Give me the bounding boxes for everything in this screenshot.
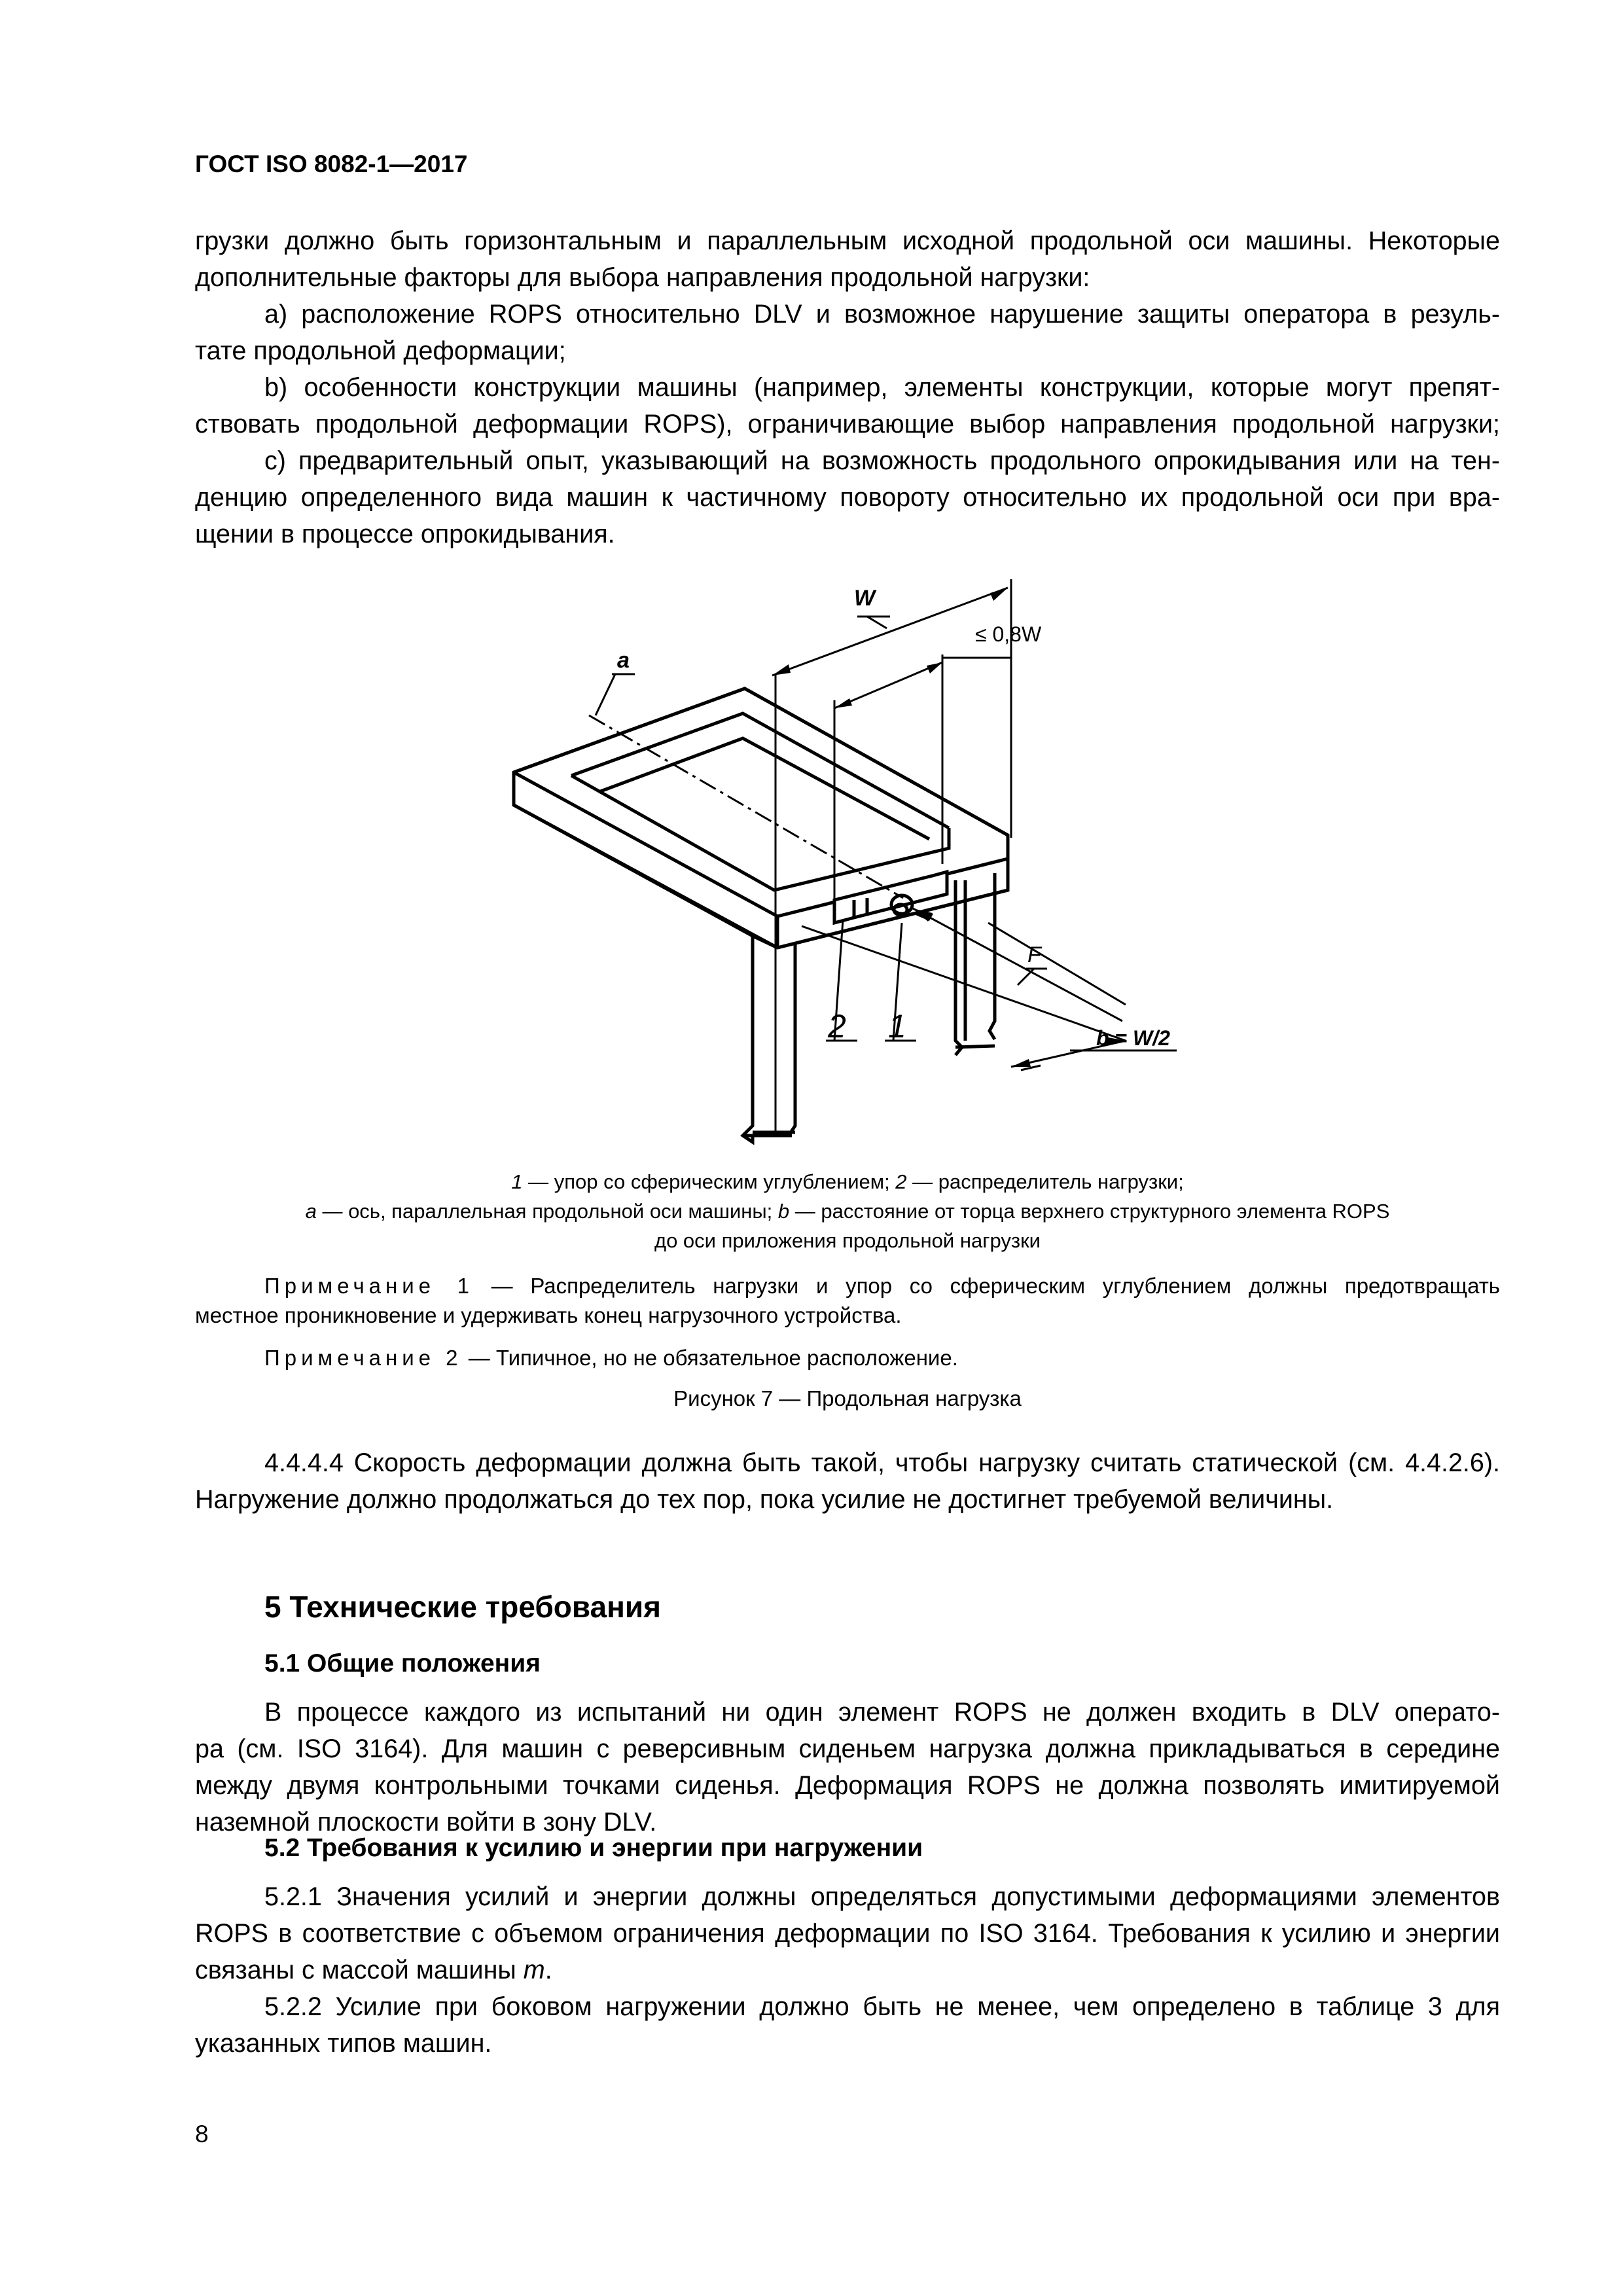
label-2: 2 (828, 1008, 846, 1045)
text-line: В процессе каждого из испытаний ни один элемент ROPS не должен входить в DLV операто- (264, 1698, 1500, 1727)
label-f: F (1027, 942, 1041, 967)
legend-text: — упор со сферическим углублением; (522, 1170, 896, 1193)
section-5-title: 5 Технические требования (264, 1590, 661, 1624)
legend-key-b: b (777, 1200, 790, 1223)
legend-text: — распределитель нагрузки; (906, 1170, 1184, 1193)
list-item-c-line1: с) предварительный опыт, указывающий на возможность продольного опрокидывания или на тен- (264, 446, 1500, 475)
legend-key-2: 2 (895, 1170, 907, 1193)
text-line: ра (см. ISO 3164). Для машин с реверсивным сиденьем нагрузка должна прикладываться в середине (195, 1734, 1500, 1763)
list-item-c-line3: щении в процессе опрокидывания. (195, 520, 615, 548)
legend-key-a: a (305, 1200, 317, 1223)
text-line: 5.2.1 Значения усилий и энергии должны определяться допустимыми деформациями элементов (264, 1882, 1500, 1911)
note-text-line2: местное проникновение и удерживать конец нагрузочного устройства. (195, 1303, 902, 1327)
legend-line-2 (195, 1196, 1500, 1226)
symbol-m: m (523, 1956, 545, 1984)
note-text: — Распределитель нагрузки и упор со сферическим углублением должны предотвращать (474, 1274, 1501, 1298)
list-item-a-line1: а) расположение ROPS относительно DLV и возможное нарушение защиты оператора в резуль- (264, 300, 1500, 329)
section-5-1-title: 5.1 Общие положения (264, 1649, 541, 1677)
label-a: a (617, 648, 630, 673)
paragraph-4-4-4-4 (195, 1444, 1500, 1518)
list-item-a-line2: тате продольной деформации; (195, 336, 566, 365)
note-label: Примечание 1 (264, 1274, 474, 1298)
text-line: ROPS в соответствие с объемом ограничения деформации по ISO 3164. Требования к усилию и энергии (195, 1919, 1500, 1948)
paragraph-5-2-2-line1: 5.2.2 Усилие при боковом нагружении должно быть не менее, чем определено в таблице 3 для (264, 1992, 1500, 2021)
figure-title: Рисунок 7 — Продольная нагрузка (673, 1386, 1022, 1410)
legend-line-3: до оси приложения продольной нагрузки (654, 1229, 1041, 1252)
text-fragment: . (544, 1956, 552, 1984)
text-line: дополнительные факторы для выбора направления продольной нагрузки: (195, 263, 1090, 292)
document-code: ГОСТ ISO 8082-1—2017 (195, 151, 468, 177)
note-label: Примечание 2 (264, 1346, 463, 1370)
text-line: наземной плоскости войти в зону DLV. (195, 1808, 657, 1837)
legend-text: — расстояние от торца верхнего структурного элемента ROPS (789, 1200, 1390, 1223)
legend-line-1 (195, 1167, 1500, 1196)
figure-note-1 (195, 1271, 1500, 1330)
list-item-b-line1: b) особенности конструкции машины (например, элементы конструкции, которые могут препят- (264, 373, 1500, 402)
label-1: 1 (888, 1008, 906, 1045)
figure-note-2 (195, 1343, 1500, 1372)
label-b: b = W/2 (1096, 1026, 1170, 1050)
paragraph-5-2-2-line2: указанных типов машин. (195, 2029, 492, 2058)
page-number: 8 (195, 2121, 209, 2147)
note-text: — Типичное, но не обязательное расположение. (462, 1346, 958, 1370)
paragraph-5-2-1 (195, 1878, 1500, 2062)
label-w08: ≤ 0,8W (975, 622, 1042, 646)
legend-text: — ось, параллельная продольной оси машины; (316, 1200, 778, 1223)
text-line: Нагружение должно продолжаться до тех пор, пока усилие не достигнет требуемой величины. (195, 1485, 1334, 1514)
paragraph-5-1 (195, 1694, 1500, 1840)
text-line: грузки должно быть горизонтальным и параллельным исходной продольной оси машины. Некоторые (195, 226, 1500, 255)
text-line (195, 1952, 1500, 1988)
list-item-c-line2: денцию определенного вида машин к частичному повороту относительно их продольной оси при вра- (195, 483, 1500, 512)
section-5-2-title: 5.2 Требования к усилию и энергии при нагружении (264, 1834, 923, 1862)
list-item-b-line2: ствовать продольной деформации ROPS), ограничивающие выбор направления продольной нагрузки; (195, 410, 1500, 439)
text-line: 4.4.4.4 Скорость деформации должна быть такой, чтобы нагрузку считать статической (см. 4.4.2.6). (264, 1448, 1500, 1477)
text-line: между двумя контрольными точками сиденья. Деформация ROPS не должна позволять имитируемой (195, 1771, 1500, 1800)
label-w: W (854, 586, 876, 611)
legend-key-1: 1 (511, 1170, 523, 1193)
figure-legend (195, 1167, 1500, 1255)
text-fragment: связаны с массой машины (195, 1956, 524, 1984)
